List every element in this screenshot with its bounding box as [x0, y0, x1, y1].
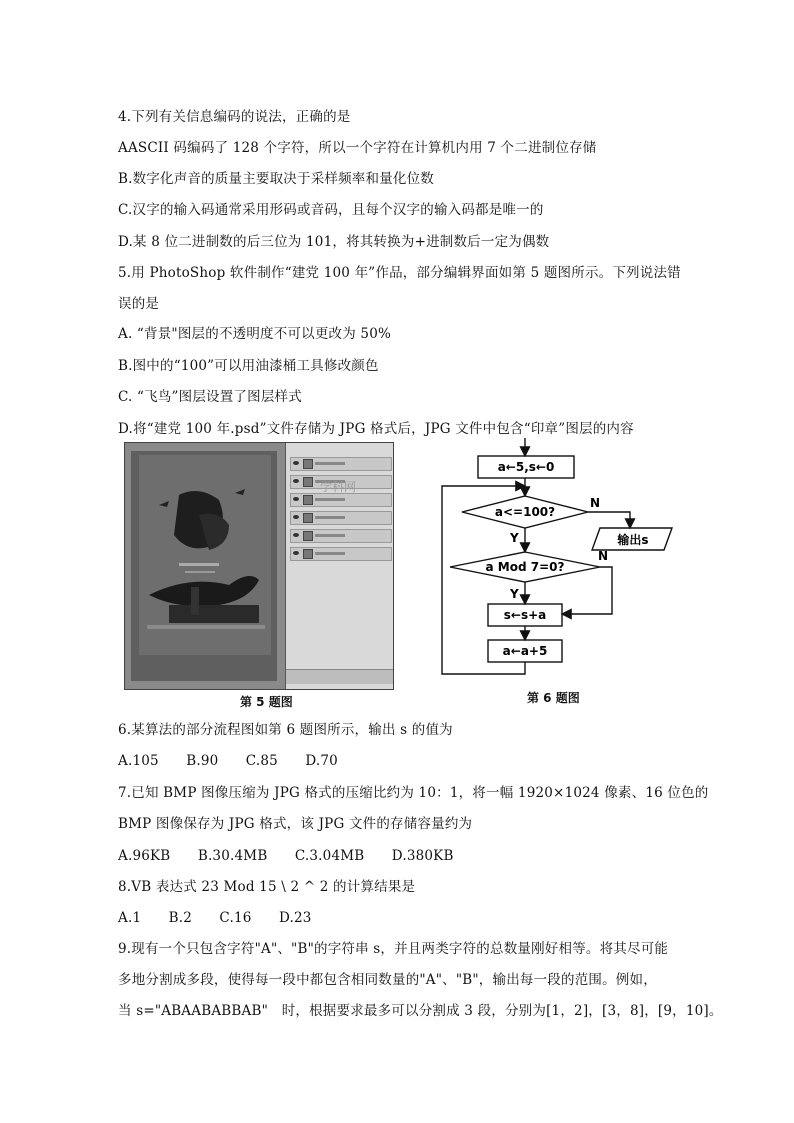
q8-options: A.1 B.2 C.16 D.23 [118, 910, 312, 926]
flow-sum-text: s←s+a [503, 608, 547, 622]
layer-thumbnail [303, 459, 313, 469]
q9-line2: 多地分割成多段，使得每一段中都包含相同数量的"A"、"B"，输出每一段的范围。例如， [118, 972, 657, 988]
q6-stem: 6.某算法的部分流程图如第 6 题图所示，输出 s 的值为 [118, 722, 453, 738]
eye-icon[interactable] [293, 479, 299, 483]
q5-option-a: A. “背景"图层的不透明度不可以更改为 50% [118, 326, 392, 342]
q4-option-a: AASCII 码编码了 128 个字符，所以一个字符在计算机内用 7 个二进制位存储 [118, 140, 597, 156]
layer-name [315, 534, 345, 537]
flowchart-figure [440, 436, 680, 686]
q7-stem-line1: 7.已知 BMP 图像压缩为 JPG 格式的压缩比约为 10：1，将一幅 1920×1024 像素、16 位色的 [118, 785, 709, 801]
eye-icon[interactable] [293, 551, 299, 555]
flow-yes-label-1: Y [510, 531, 519, 545]
poster-image [139, 455, 271, 655]
q4-option-d: D.某 8 位二进制数的后三位为 101，将其转换为+进制数后一定为偶数 [118, 234, 550, 250]
flow-no-label-1: N [590, 496, 601, 510]
layer-thumbnail [303, 531, 313, 541]
layer-row[interactable] [290, 457, 392, 471]
q7-options: A.96KB B.30.4MB C.3.04MB D.380KB [118, 848, 454, 864]
flow-cond2-text: a Mod 7=0? [485, 560, 565, 574]
figure5-caption: 第 5 题图 [240, 695, 293, 709]
layers-panel-toolbar [286, 669, 394, 684]
ps-canvas [131, 451, 277, 681]
layer-row[interactable] [290, 529, 392, 543]
layer-thumbnail [303, 477, 313, 487]
layer-name [315, 498, 345, 501]
flow-output-text: 输出s [617, 533, 649, 547]
layer-thumbnail [303, 549, 313, 559]
q5-option-c: C. “飞鸟”图层设置了图层样式 [118, 389, 302, 405]
flow-increment-text: a←a+5 [502, 644, 548, 658]
q5-option-b: B.图中的“100”可以用油漆桶工具修改颜色 [118, 358, 379, 374]
q7-stem-line2: BMP 图像保存为 JPG 格式，该 JPG 文件的存储容量约为 [118, 816, 473, 832]
layer-thumbnail [303, 495, 313, 505]
q9-line1: 9.现有一个只包含字符"A"、"B"的字符串 s，并且两类字符的总数量刚好相等。将其尽可能 [118, 941, 669, 957]
figure6-caption: 第 6 题图 [527, 691, 580, 705]
q4-option-b: B.数字化声音的质量主要取决于采样频率和量化位数 [118, 171, 435, 187]
eye-icon[interactable] [293, 461, 299, 465]
flow-init-text: a←5,s←0 [497, 460, 555, 474]
q5-stem-line1: 5.用 PhotoShop 软件制作“建党 100 年”作品，部分编辑界面如第 5 题图所示。下列说法错 [118, 265, 681, 281]
layer-name [315, 552, 345, 555]
watermark-text: 学科网 [320, 480, 357, 494]
q4-stem: 4.下列有关信息编码的说法，正确的是 [118, 109, 351, 125]
q5-option-d: D.将“建党 100 年.psd”文件存储为 JPG 格式后，JPG 文件中包含“印章”图层的内容 [118, 421, 634, 437]
q9-line3: 当 s="ABAABABBAB" 时，根据要求最多可以分割成 3 段，分别为[1，2]，[3，8]，[9，10]。 [118, 1003, 723, 1019]
layer-row[interactable] [290, 547, 392, 561]
flow-no-label-2: N [598, 549, 609, 563]
layer-name [315, 516, 345, 519]
q5-stem-line2: 误的是 [118, 296, 160, 312]
poster-artwork [139, 455, 271, 655]
eye-icon[interactable] [293, 533, 299, 537]
layer-name [315, 462, 345, 465]
q6-options: A.105 B.90 C.85 D.70 [118, 753, 338, 769]
layer-thumbnail [303, 513, 313, 523]
q8-stem: 8.VB 表达式 23 Mod 15 \ 2 ^ 2 的计算结果是 [118, 879, 416, 895]
flow-yes-label-2: Y [510, 587, 519, 601]
eye-icon[interactable] [293, 497, 299, 501]
eye-icon[interactable] [293, 515, 299, 519]
q4-option-c: C.汉字的输入码通常采用形码或音码，且每个汉字的输入码都是唯一的 [118, 202, 544, 218]
layer-row[interactable] [290, 493, 392, 507]
layer-row[interactable] [290, 511, 392, 525]
flow-cond1-text: a<=100? [494, 505, 556, 519]
